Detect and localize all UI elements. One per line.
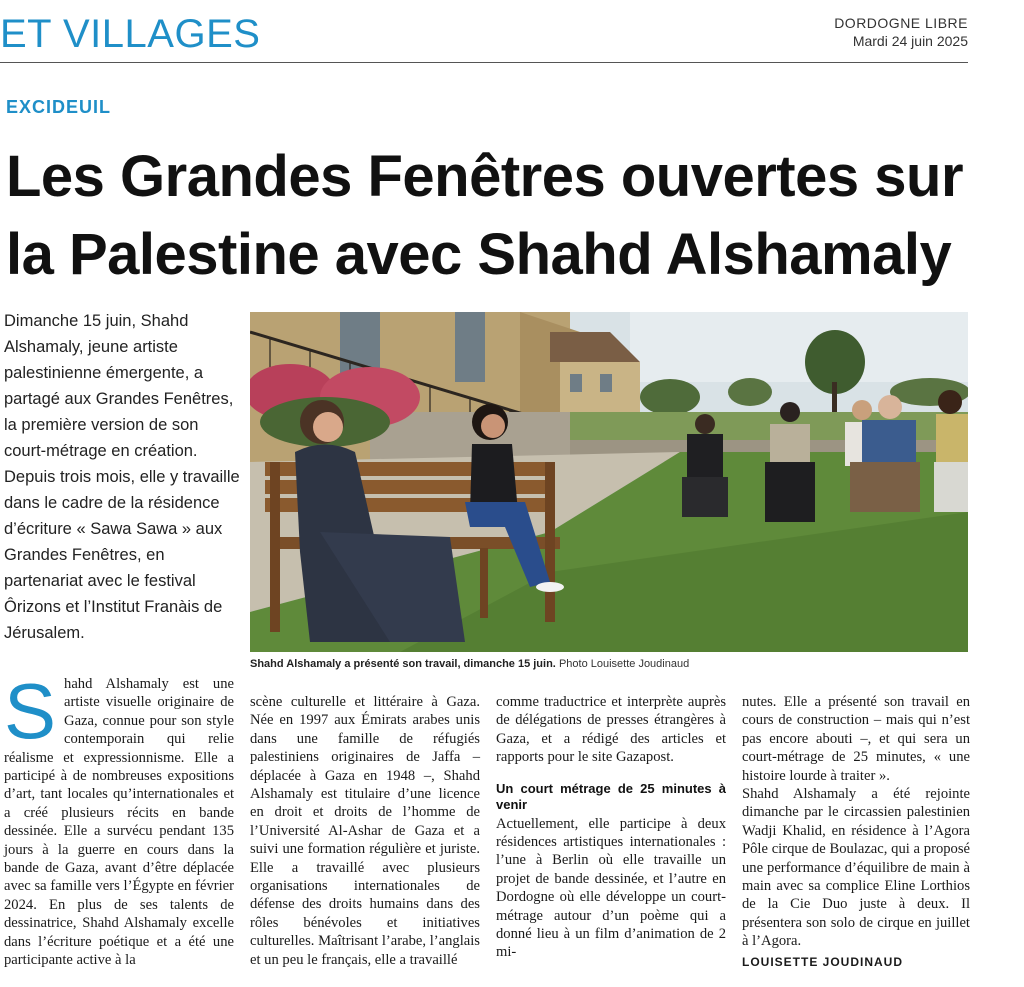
- article-photo: [250, 312, 968, 652]
- column-4-text-a: nutes. Elle a présenté son travail en cours de construction – mais qui n’est pas encore abouti –, et qui sera un court-métrage de 25 minutes, « une histoire lourde à traiter ».: [742, 694, 970, 784]
- caption-text: Shahd Alshamaly a présenté son travail, dimanche 15 juin.: [250, 658, 556, 670]
- header-rule: [0, 62, 968, 63]
- article-chapeau: Dimanche 15 juin, Shahd Alshamaly, jeune artiste palestinienne émergente, a partagé aux Grandes Fenêtres, la première version de son court-métrage en création. Depuis trois mois, elle y travaille dans le cadre de la résidence d’écriture « Sawa Sawa » aux Grandes Fenêtres, en partenariat avec le festival Ôrizons et l’Institut Franàis de Jérusalem.: [4, 312, 240, 642]
- column-1-text: hahd Alshamaly est une artiste visuelle originaire de Gaza, connue pour son style contemporain qui relie réalisme et expressionnisme. Elle a participé à de nombreuses expositions d’art, tant locales qu’internationales et a créé plusieurs récits en bande dessinée. Elle a survécu pendant 135 jours à la guerre en cours dans la bande de Gaza, avant d’être déplacée avec sa famille vers l’Égypte en février 2024. En plus de ses talents de dessinatrice, Shahd Alshamaly excelle dans l’écriture poétique et a été une participante active à la: [4, 676, 234, 969]
- publication-date: Mardi 24 juin 2025: [852, 33, 968, 49]
- article-headline: Les Grandes Fenêtres ouvertes sur la Palestine avec Shahd Alshamaly: [6, 144, 964, 287]
- article-column-3: [496, 693, 726, 962]
- article-column-1: [4, 667, 234, 970]
- photo-caption: [250, 656, 968, 672]
- article-subhead: Un court métrage de 25 minutes à venir: [496, 780, 726, 812]
- article-column-4: [742, 693, 970, 971]
- column-2-text: scène culturelle et littéraire à Gaza. Née en 1997 aux Émirats arabes unis dans une famille de réfugiés palestiniens originaires de Jaffa – déplacée à Gaza en 1948 –, Shahd Alshamaly est titulaire d’une licence en droit et droits de l’homme de l’Université Al-Ashar de Gaza et a suivi une formation régulière et juriste. Elle a travaillé avec plusieurs organisations internationales de défense des droits humains dans des rôles bénévoles et initiatives culturelles. Maîtrisant l’arabe, l’anglais et un peu le français, elle a travaillé: [250, 694, 480, 968]
- drop-cap: S: [4, 667, 57, 755]
- article-kicker: EXCIDEUIL: [6, 97, 112, 117]
- column-3-text-b: Actuellement, elle participe à deux résidences artistiques internationales : l’une à Berlin où elle travaille un projet de bande dessinée, et l’autre en Dordogne où elle développe un court-métrage autour d’un poème qui a donné lieu à un film d’animation de 2 mi-: [496, 815, 726, 961]
- article-byline: LOUISETTE JOUDINAUD: [742, 954, 904, 969]
- publication-name: DORDOGNE LIBRE: [834, 15, 968, 31]
- column-3-text-a: comme traductrice et interprète auprès de délégations de presses étrangères à Gaza, et a rédigé des articles et rapports pour le site Gazapost.: [496, 694, 726, 766]
- photo-credit: Photo Louisette Joudinaud: [558, 658, 690, 670]
- column-4-text-b: Shahd Alshamaly a été rejointe dimanche par le circassien palestinien Wadji Khalid, en résidence à l’Agora Pôle cirque de Boulazac, qui a proposé une performance d’équilibre de main à main avec sa complice Eline Lorthios de la Cie Duo juste à deux. Il présentera son solo de cirque en juillet à l’Agora.: [742, 786, 970, 950]
- article-column-2: [250, 693, 480, 969]
- masthead: [834, 14, 968, 50]
- section-title: ET VILLAGES: [0, 12, 261, 56]
